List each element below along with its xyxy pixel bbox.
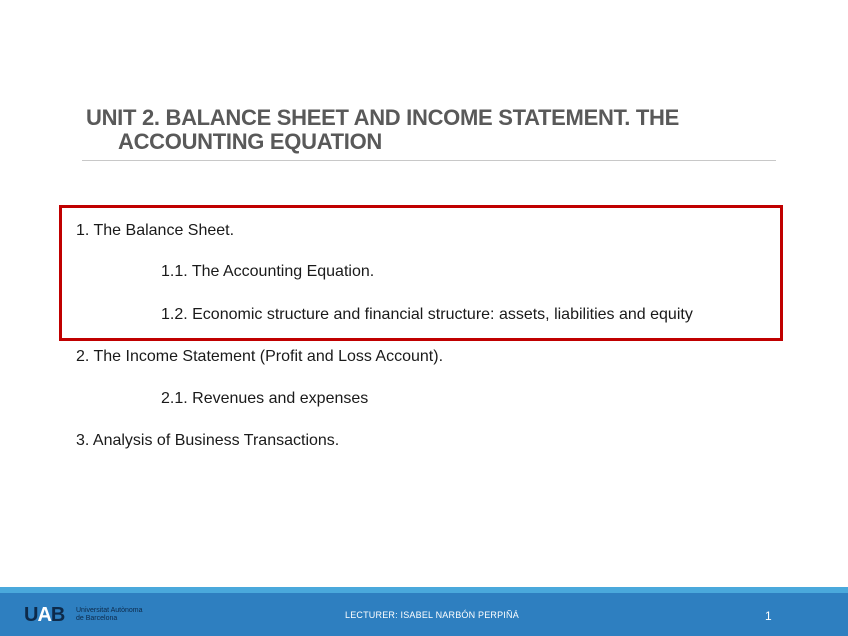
logo-mark-end: B (50, 604, 65, 626)
logo-mark (24, 604, 64, 626)
lecturer-label: LECTURER: ISABEL NARBÓN PERPIÑÁ (345, 610, 519, 620)
outline-item-1: 1. The Balance Sheet. (76, 222, 235, 239)
logo-text-line1: Universitat Autònoma (76, 607, 143, 614)
outline-item-2: 2. The Income Statement (Profit and Loss Account). (76, 348, 444, 365)
outline-item-1-2: 1.2. Economic structure and financial structure: assets, liabilities and equity (161, 306, 693, 323)
outline-item-3: 3. Analysis of Business Transactions. (76, 432, 340, 449)
slide-title-line1: UNIT 2. BALANCE SHEET AND INCOME STATEMENT. THE (86, 105, 679, 130)
page-number: 1 (765, 609, 772, 623)
outline-item-2-1: 2.1. Revenues and expenses (161, 390, 369, 407)
slide-title-line2: ACCOUNTING EQUATION (118, 129, 382, 154)
logo-text-line2: de Barcelona (76, 615, 118, 622)
slide-title (86, 106, 786, 154)
outline-item-1-1: 1.1. The Accounting Equation. (161, 263, 375, 280)
logo-mark-accent: A (37, 604, 51, 626)
logo-mark-start: U (24, 604, 38, 626)
title-divider (82, 160, 776, 161)
logo-text (76, 607, 166, 623)
footer-bar (0, 593, 848, 636)
